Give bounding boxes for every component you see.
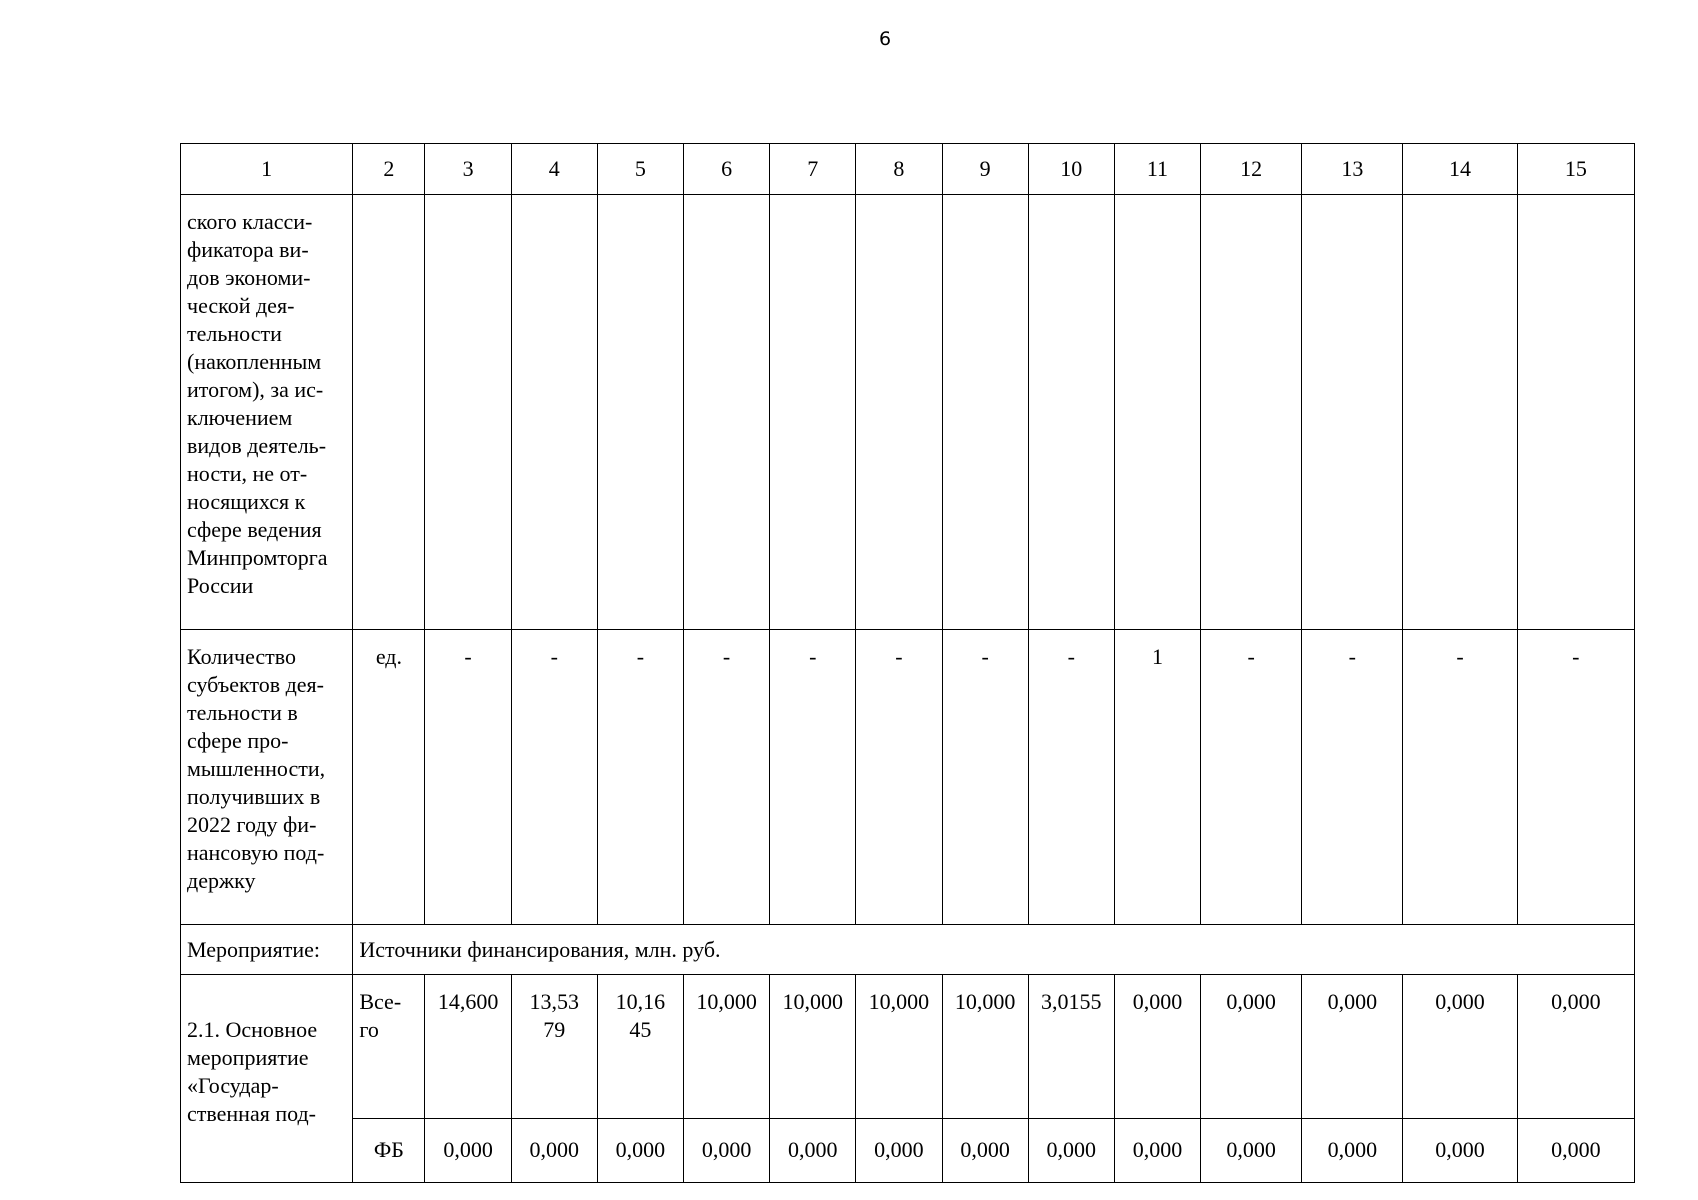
unit-cell: ФБ [353,1118,425,1182]
value-cell: 13,53 79 [511,975,597,1119]
value-cell: 0,000 [1302,975,1403,1119]
value-cell: - [1403,630,1517,925]
value-cell: - [684,630,770,925]
value-cell: - [856,630,942,925]
table-row-measure [181,925,1635,975]
value-cell: 0,000 [1403,975,1517,1119]
header-row [181,144,1635,195]
header-cell: 12 [1201,144,1302,195]
header-cell: 10 [1028,144,1114,195]
value-cell: - [942,630,1028,925]
indicator-name-cell: Количество субъектов дея- тельности в сфере про- мышленности, получивших в 2022 году фи- нансовую под- держку [181,630,353,925]
value-cell: 0,000 [425,1118,511,1182]
value-cell: 1 [1114,630,1200,925]
value-cell: 10,16 45 [597,975,683,1119]
header-cell: 2 [353,144,425,195]
value-cell: 0,000 [1028,1118,1114,1182]
value-cell: - [1028,630,1114,925]
empty-cell [353,195,425,630]
value-cell: - [1201,630,1302,925]
value-cell: 0,000 [856,1118,942,1182]
funding-sources-cell: Источники финансирования, млн. руб. [353,925,1635,975]
value-cell: 0,000 [1403,1118,1517,1182]
header-cell: 15 [1517,144,1634,195]
value-cell: - [1302,630,1403,925]
value-cell: 0,000 [770,1118,856,1182]
table-row-subjects [181,630,1635,925]
value-cell: 0,000 [1517,975,1634,1119]
measure-label-cell: Мероприятие: [181,925,353,975]
page-number: 6 [878,28,892,50]
header-cell: 13 [1302,144,1403,195]
value-cell: 0,000 [684,1118,770,1182]
header-cell: 7 [770,144,856,195]
header-cell: 8 [856,144,942,195]
empty-cell [1403,195,1517,630]
header-cell: 6 [684,144,770,195]
header-cell: 1 [181,144,353,195]
value-cell: 0,000 [942,1118,1028,1182]
indicator-name-cell: ского класси- фикатора ви- дов экономи- ческой дея- тельности (накопленным итогом), за ис- ключением видов деятель- ности, не от- носящихся к сфере ведения Минпромторга России [181,195,353,630]
main-measure-cell [181,975,353,1183]
value-cell: 10,000 [942,975,1028,1119]
unit-cell: Все- го [353,975,425,1119]
empty-cell [1114,195,1200,630]
header-cell: 11 [1114,144,1200,195]
value-cell: - [425,630,511,925]
value-cell: - [597,630,683,925]
table-row-total [181,975,1635,1119]
empty-cell [597,195,683,630]
header-cell: 3 [425,144,511,195]
empty-cell [425,195,511,630]
value-cell: 0,000 [1114,1118,1200,1182]
value-cell: - [1517,630,1634,925]
empty-cell [511,195,597,630]
value-cell: 0,000 [1201,1118,1302,1182]
value-cell: 10,000 [856,975,942,1119]
value-cell: 0,000 [1517,1118,1634,1182]
header-cell: 5 [597,144,683,195]
header-cell: 9 [942,144,1028,195]
value-cell: 0,000 [1302,1118,1403,1182]
unit-cell: ед. [353,630,425,925]
value-cell: 0,000 [1201,975,1302,1119]
empty-cell [1028,195,1114,630]
header-cell: 4 [511,144,597,195]
main-measure-label: 2.1. Основное мероприятие «Государ- ственная под- [187,1017,318,1126]
table-row-fb [181,1118,1635,1182]
value-cell: - [770,630,856,925]
empty-cell [770,195,856,630]
value-cell: 0,000 [597,1118,683,1182]
value-cell: 3,0155 [1028,975,1114,1119]
header-cell: 14 [1403,144,1517,195]
empty-cell [856,195,942,630]
value-cell: 14,600 [425,975,511,1119]
empty-cell [1517,195,1634,630]
empty-cell [684,195,770,630]
value-cell: 10,000 [770,975,856,1119]
value-cell: 0,000 [1114,975,1200,1119]
table-row-classifier [181,195,1635,630]
value-cell: 0,000 [511,1118,597,1182]
value-cell: 10,000 [684,975,770,1119]
empty-cell [1302,195,1403,630]
program-table [180,143,1635,1183]
empty-cell [942,195,1028,630]
value-cell: - [511,630,597,925]
empty-cell [1201,195,1302,630]
